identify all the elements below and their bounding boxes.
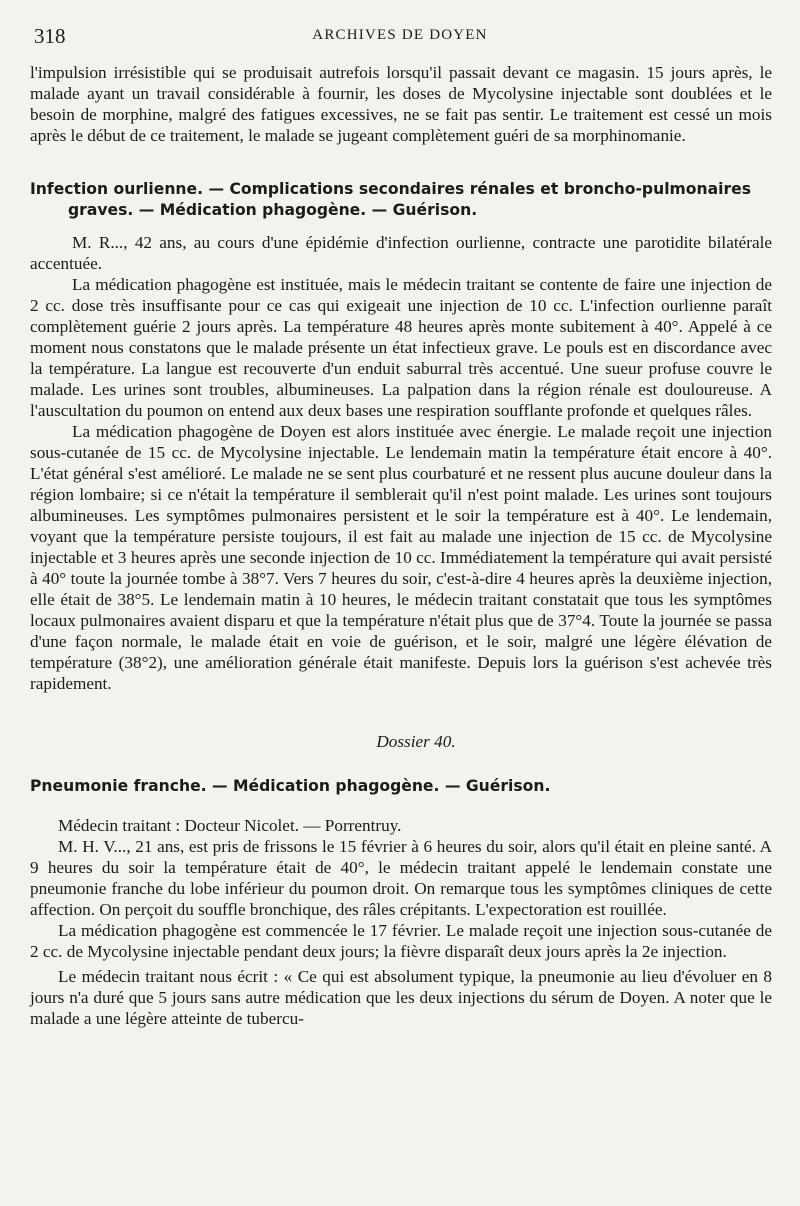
dossier-label: Dossier 40. [376, 732, 456, 751]
case-paragraph: La médication phagogène de Doyen est alors instituée avec énergie. Le malade reçoit une injection sous-cutanée de 15 cc. de Mycolysine injectable. Le lendemain matin la température était encore à 40°. L'état général s'est amélioré. Le malade ne se sent plus courbaturé et ne ressent plus aucune douleur dans la région lombaire; si ce n'était la température il semblerait qu'il n'est point malade. Les urines sont toujours albumineuses. Les symptômes pulmonaires persistent et le soir la température est à 40°. Le lendemain, voyant que la température persiste toujours, il est fait au malade une injection de 15 cc. de Mycolysine injectable et 3 heures après une seconde injection de 10 cc. Immédiatement la température qui avait persisté à 40° toute la journée tombe à 38°7. Vers 7 heures du soir, c'est-à-dire 4 heures après la deuxième injection, elle était de 38°5. Le lendemain matin à 10 heures, le médecin traitant constatait que tous les symptômes locaux pulmonaires avaient disparu et que la température n'était plus que de 37°4. Toute la journée se passa d'une façon normale, le malade était en voie de guérison, et le soir, malgré une légère élévation de température (38°2), une amélioration générale était manifeste. Depuis lors la guérison s'est achevée très rapidement. [30, 422, 772, 693]
section-heading: Pneumonie franche. — Médication phagogène. — Guérison. [30, 777, 551, 795]
intro-paragraph: l'impulsion irrésistible qui se produisait autrefois lorsqu'il passait devant ce magasin. 15 jours après, le malade ayant un travail considérable à fournir, les doses de Mycolysine injectable sont doublées et le besoin de morphine, malgré des fatigues excessives, ne se fait pas sentir. Le traitement est cessé un mois après le début de ce traitement, le malade se jugeant complètement guéri de sa morphinomanie. [30, 63, 772, 145]
page-body [30, 62, 772, 1029]
section-heading-line1: Infection ourlienne. — Complications secondaires rénales et broncho-pulmonaires [30, 180, 752, 198]
doctor-line: Médecin traitant : Docteur Nicolet. — Porrentruy. [58, 816, 402, 835]
case-paragraph: La médication phagogène est commencée le 17 février. Le malade reçoit une injection sous-cutanée de 2 cc. de Mycolysine injectable pendant deux jours; la fièvre disparaît deux jours après la 2e injection. [30, 921, 772, 961]
case-paragraph: La médication phagogène est instituée, mais le médecin traitant se contente de faire une injection de 2 cc. dose très insuffisante pour ce cas qui exigeait une injection de 10 cc. L'infection ourlienne paraît complètement guérie 2 jours après. La température 48 heures après monte subitement à 40°. Appelé à ce moment nous constatons que le malade présente un état infectieux grave. Le pouls est en discordance avec la température. La langue est recouverte d'un enduit saburral très accentué. Une sueur profuse couvre le malade. Les urines sont troubles, albumineuses. La palpation dans la région rénale est douloureuse. A l'auscultation du poumon on entend aux deux bases une respiration soufflante profonde et quelques râles. [30, 275, 772, 420]
section-heading-line2: graves. — Médication phagogène. — Guérison. [68, 201, 478, 219]
case-paragraph: Le médecin traitant nous écrit : « Ce qui est absolument typique, la pneumonie au lieu d'évoluer en 8 jours n'a duré que 5 jours sans autre médication que les deux injections du sérum de Doyen. A noter que le malade a une légère atteinte de tubercu- [30, 967, 772, 1028]
case-paragraph: M. H. V..., 21 ans, est pris de frissons le 15 février à 6 heures du soir, alors qu'il était en pleine santé. A 9 heures du soir la température était de 40°, le médecin traitant appelé le lendemain constate une pneumonie franche du lobe inférieur du poumon droit. On remarque tous les symptômes cliniques de cette affection. On perçoit du souffle bronchique, des râles crépitants. L'expectoration est rouillée. [30, 837, 772, 919]
page-header [34, 24, 766, 48]
running-title: ARCHIVES DE DOYEN [312, 27, 488, 43]
case-paragraph: M. R..., 42 ans, au cours d'une épidémie d'infection ourlienne, contracte une parotidite bilatérale accentuée. [30, 233, 772, 273]
page-number: 318 [34, 24, 66, 48]
